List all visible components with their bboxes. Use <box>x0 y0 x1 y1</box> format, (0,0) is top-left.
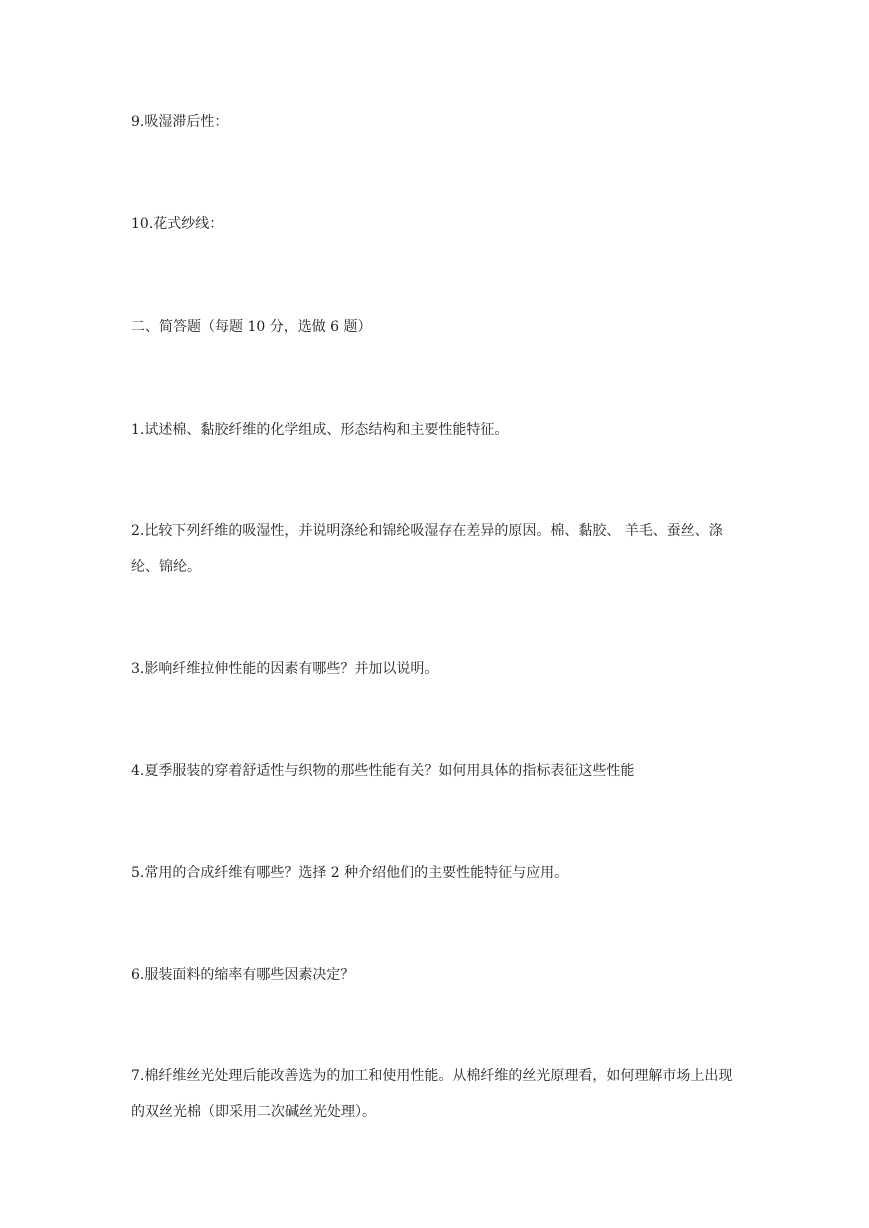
question-6: 6.服装面料的缩率有哪些因素决定？ <box>131 967 355 983</box>
question-7: 7.棉纤维丝光处理后能改善选为的加工和使用性能。从棉纤维的丝光原理看，如何理解市场上出现的双丝光棉（即采用二次碱丝光处理）。 <box>131 1068 733 1120</box>
question-4: 4.夏季服装的穿着舒适性与织物的那些性能有关？如何用具体的指标表征这些性能 <box>131 763 635 779</box>
section-heading-short-answer: 二、简答题（每题 10 分，选做 6 题） <box>131 319 372 335</box>
term-10: 10.花式纱线： <box>131 216 224 232</box>
question-1: 1.试述棉、黏胶纤维的化学组成、形态结构和主要性能特征。 <box>131 422 509 438</box>
term-9: 9.吸湿滞后性： <box>131 114 229 130</box>
question-5: 5.常用的合成纤维有哪些？选择 2 种介绍他们的主要性能特征与应用。 <box>131 865 569 881</box>
question-3: 3.影响纤维拉伸性能的因素有哪些？并加以说明。 <box>131 661 439 677</box>
question-2: 2.比较下列纤维的吸湿性，并说明涤纶和锦纶吸湿存在差异的原因。棉、黏胶、 羊毛、蚕丝、涤纶、锦纶。 <box>131 523 723 575</box>
